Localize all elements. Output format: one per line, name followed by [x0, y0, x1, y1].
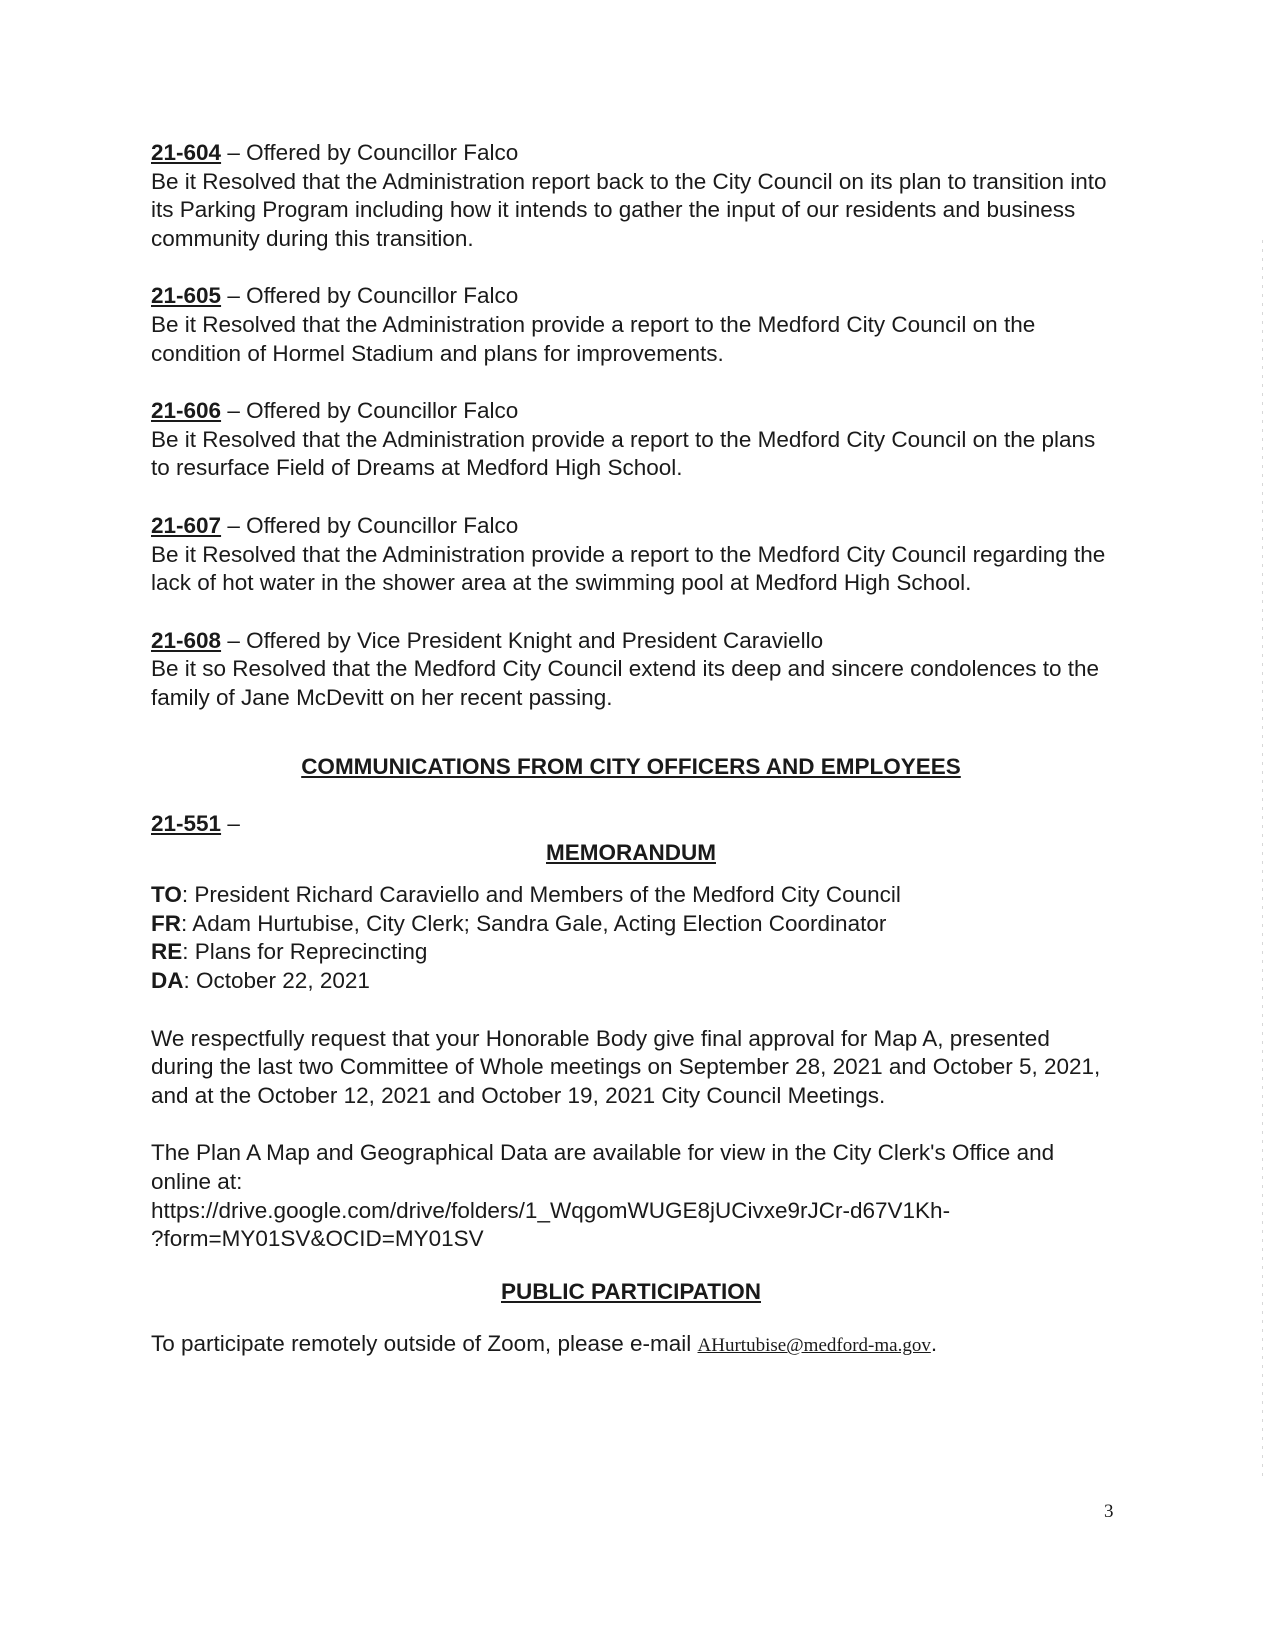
resolution-21-608 [151, 627, 1111, 713]
resolution-header [151, 397, 1111, 426]
memo-re-label: RE [151, 939, 183, 965]
communication-item-number: 21-551 [151, 811, 222, 837]
memo-re-line [151, 938, 1111, 967]
resolution-number: 21-607 [151, 512, 222, 538]
memo-re-value: : Plans for Reprecincting [182, 939, 428, 965]
memo-from-value: : Adam Hurtubise, City Clerk; Sandra Gale, Acting Election Coordinator [181, 910, 887, 936]
resolution-21-607 [151, 512, 1111, 598]
memo-from-line [151, 910, 1111, 939]
memo-to-line [151, 881, 1111, 910]
availability-text: The Plan A Map and Geographical Data are available for view in the City Clerk's Office and online at: [151, 1140, 1055, 1195]
resolution-text: Be it Resolved that the Administration report back to the City Council on its plan to transition into its Parking Program including how it intends to gather the input of our residents and business community during this transition. [151, 168, 1107, 251]
resolution-header [151, 512, 1111, 541]
communication-item-header [151, 810, 1111, 839]
resolution-number: 21-608 [151, 627, 222, 653]
resolution-text: Be it Resolved that the Administration provide a report to the Medford City Council on the plans to resurface Field of Dreams at Medford High School. [151, 426, 1096, 481]
request-paragraph: We respectfully request that your Honorable Body give final approval for Map A, presented during the last two Committee of Whole meetings on September 28, 2021 and October 5, 2021, and at the October 12, 2021 and October 19, 2021 City Council Meetings. [151, 1025, 1101, 1108]
resolution-number: 21-604 [151, 140, 222, 165]
availability-paragraph [151, 1139, 1111, 1253]
participation-trailing-period: . [930, 1331, 938, 1357]
resolution-offered-by: – Offered by Councillor Falco [221, 283, 519, 309]
resolution-header [151, 627, 1111, 656]
resolution-offered-by: – Offered by Councillor Falco [221, 398, 519, 424]
resolution-21-605 [151, 282, 1111, 368]
resolution-text: Be it Resolved that the Administration provide a report to the Medford City Council regarding the lack of hot water in the shower area at the swimming pool at Medford High School. [151, 541, 1106, 596]
memo-date-label: DA [151, 968, 184, 994]
communication-item-dash: – [221, 811, 240, 837]
resolution-text: Be it Resolved that the Administration provide a report to the Medford City Council on the condition of Hormel Stadium and plans for improvements. [151, 311, 1036, 366]
participation-instructions: To participate remotely outside of Zoom, please e-mail [151, 1331, 698, 1357]
memo-date-line [151, 967, 1111, 996]
communications-heading: COMMUNICATIONS FROM CITY OFFICERS AND EMPLOYEES [301, 753, 961, 779]
resolution-header [151, 139, 1111, 168]
resolution-header [151, 282, 1111, 311]
agenda-content [151, 139, 1111, 1361]
memo-date-value: : October 22, 2021 [183, 968, 370, 994]
resolution-21-604 [151, 139, 1111, 253]
public-participation-text [151, 1330, 1111, 1361]
public-participation-heading: PUBLIC PARTICIPATION [501, 1278, 761, 1304]
map-url-line-1[interactable]: https://drive.google.com/drive/folders/1_WqgomWUGE8jUCivxe9rJCr-d67V1Kh- [151, 1197, 951, 1223]
memo-header-lines [151, 881, 1111, 995]
resolution-text: Be it so Resolved that the Medford City Council extend its deep and sincere condolences to the family of Jane McDevitt on her recent passing. [151, 656, 1100, 710]
scan-edge-marks [1262, 240, 1263, 1480]
resolution-number: 21-606 [151, 398, 222, 424]
resolution-offered-by: – Offered by Vice President Knight and President Caraviello [221, 627, 824, 653]
page-number: 3 [1104, 1501, 1114, 1522]
map-url-line-2[interactable]: ?form=MY01SV&OCID=MY01SV [151, 1226, 484, 1252]
resolution-21-606 [151, 397, 1111, 483]
memo-to-value: : President Richard Caraviello and Members of the Medford City Council [181, 882, 901, 908]
memorandum-title: MEMORANDUM [546, 839, 716, 865]
resolution-offered-by: – Offered by Councillor Falco [221, 140, 519, 165]
resolution-offered-by: – Offered by Councillor Falco [221, 512, 519, 538]
resolution-number: 21-605 [151, 283, 222, 309]
memo-to-label: TO [151, 882, 182, 908]
clerk-email-link[interactable]: AHurtubise@medford-ma.gov [697, 1335, 931, 1357]
memo-from-label: FR [151, 910, 181, 936]
